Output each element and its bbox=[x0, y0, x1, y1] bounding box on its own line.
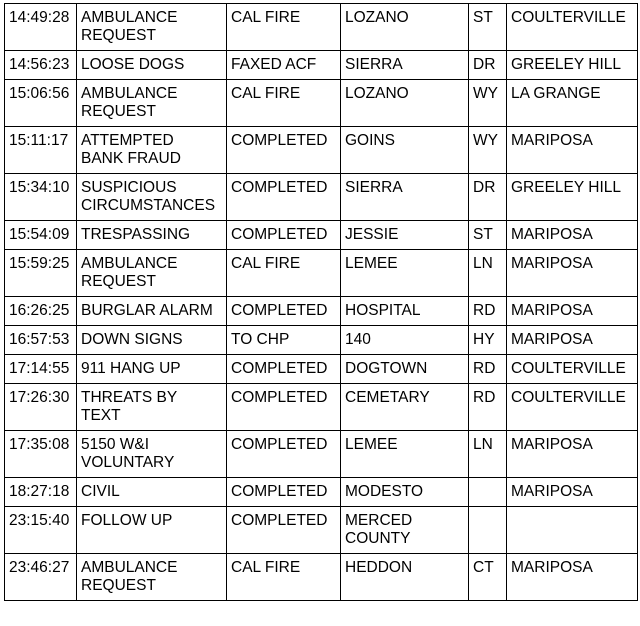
street-line: MERCED bbox=[345, 512, 413, 529]
call-type-line: REQUEST bbox=[81, 103, 156, 120]
street-cell bbox=[341, 297, 469, 326]
call-type-line: LOOSE DOGS bbox=[81, 56, 185, 73]
table-row bbox=[5, 297, 638, 326]
disposition: COMPLETED bbox=[231, 360, 328, 377]
call-type-cell bbox=[77, 478, 227, 507]
disposition: TO CHP bbox=[231, 331, 290, 348]
disposition: FAXED ACF bbox=[231, 56, 317, 73]
city-cell bbox=[507, 478, 638, 507]
street-cell bbox=[341, 51, 469, 80]
table-row bbox=[5, 127, 638, 174]
time-cell bbox=[5, 127, 77, 174]
table-row bbox=[5, 326, 638, 355]
time-cell bbox=[5, 80, 77, 127]
city-cell bbox=[507, 80, 638, 127]
table-row bbox=[5, 250, 638, 297]
street-cell bbox=[341, 174, 469, 221]
street-cell bbox=[341, 554, 469, 601]
street-line: SIERRA bbox=[345, 56, 403, 73]
time-cell bbox=[5, 297, 77, 326]
disposition-cell bbox=[227, 127, 341, 174]
street-line: JESSIE bbox=[345, 226, 399, 243]
call-type-cell bbox=[77, 507, 227, 554]
street-suffix: DR bbox=[473, 179, 496, 196]
street-line: LEMEE bbox=[345, 436, 398, 453]
disposition-cell bbox=[227, 80, 341, 127]
time-cell bbox=[5, 507, 77, 554]
disposition-cell bbox=[227, 478, 341, 507]
call-type-line: REQUEST bbox=[81, 577, 156, 594]
street-line: LOZANO bbox=[345, 85, 409, 102]
street-line: GOINS bbox=[345, 132, 395, 149]
city-cell bbox=[507, 221, 638, 250]
time-cell bbox=[5, 326, 77, 355]
disposition-cell bbox=[227, 554, 341, 601]
time-cell bbox=[5, 51, 77, 80]
disposition-cell bbox=[227, 4, 341, 51]
call-time: 17:35:08 bbox=[9, 436, 70, 453]
call-type-line: 5150 W&I bbox=[81, 436, 150, 453]
street-line: CEMETARY bbox=[345, 389, 430, 406]
time-cell bbox=[5, 554, 77, 601]
call-type-line: BURGLAR ALARM bbox=[81, 302, 213, 319]
table-row bbox=[5, 355, 638, 384]
disposition-cell bbox=[227, 384, 341, 431]
city-cell bbox=[507, 326, 638, 355]
table-row bbox=[5, 80, 638, 127]
street-suffix: RD bbox=[473, 360, 496, 377]
call-time: 23:46:27 bbox=[9, 559, 70, 576]
city: MARIPOSA bbox=[511, 302, 593, 319]
disposition-cell bbox=[227, 174, 341, 221]
city-cell bbox=[507, 384, 638, 431]
city: GREELEY HILL bbox=[511, 56, 621, 73]
disposition: COMPLETED bbox=[231, 132, 328, 149]
call-time: 15:06:56 bbox=[9, 85, 70, 102]
street-cell bbox=[341, 326, 469, 355]
disposition: COMPLETED bbox=[231, 302, 328, 319]
call-type-line: 911 HANG UP bbox=[81, 360, 181, 377]
street-suffix: LN bbox=[473, 436, 493, 453]
city-cell bbox=[507, 297, 638, 326]
disposition-cell bbox=[227, 297, 341, 326]
street-suffix-cell bbox=[469, 127, 507, 174]
city: MARIPOSA bbox=[511, 483, 593, 500]
call-type-cell bbox=[77, 51, 227, 80]
street-suffix-cell bbox=[469, 507, 507, 554]
call-time: 16:26:25 bbox=[9, 302, 70, 319]
street-line: DOGTOWN bbox=[345, 360, 428, 377]
city: MARIPOSA bbox=[511, 255, 593, 272]
disposition: COMPLETED bbox=[231, 436, 328, 453]
call-type-line: SUSPICIOUS bbox=[81, 179, 177, 196]
disposition: CAL FIRE bbox=[231, 559, 301, 576]
disposition: COMPLETED bbox=[231, 512, 328, 529]
call-type-line: AMBULANCE bbox=[81, 559, 178, 576]
call-type-line: THREATS BY bbox=[81, 389, 178, 406]
call-time: 15:59:25 bbox=[9, 255, 70, 272]
city-cell bbox=[507, 174, 638, 221]
street-suffix: WY bbox=[473, 132, 498, 149]
city-cell bbox=[507, 127, 638, 174]
street-cell bbox=[341, 384, 469, 431]
call-log-table bbox=[4, 3, 638, 601]
street-suffix-cell bbox=[469, 221, 507, 250]
time-cell bbox=[5, 478, 77, 507]
street-cell bbox=[341, 478, 469, 507]
street-suffix: DR bbox=[473, 56, 496, 73]
street-suffix-cell bbox=[469, 4, 507, 51]
street-line: LOZANO bbox=[345, 9, 409, 26]
time-cell bbox=[5, 250, 77, 297]
city: MARIPOSA bbox=[511, 331, 593, 348]
call-type-cell bbox=[77, 80, 227, 127]
call-time: 16:57:53 bbox=[9, 331, 70, 348]
street-line: HOSPITAL bbox=[345, 302, 421, 319]
call-type-cell bbox=[77, 221, 227, 250]
disposition: COMPLETED bbox=[231, 483, 328, 500]
street-suffix-cell bbox=[469, 431, 507, 478]
call-type-cell bbox=[77, 127, 227, 174]
street-suffix-cell bbox=[469, 297, 507, 326]
street-line: LEMEE bbox=[345, 255, 398, 272]
disposition-cell bbox=[227, 326, 341, 355]
time-cell bbox=[5, 355, 77, 384]
call-time: 17:26:30 bbox=[9, 389, 70, 406]
call-time: 15:11:17 bbox=[9, 132, 69, 149]
street-suffix-cell bbox=[469, 250, 507, 297]
street-cell bbox=[341, 221, 469, 250]
table-row bbox=[5, 431, 638, 478]
city: MARIPOSA bbox=[511, 436, 593, 453]
disposition-cell bbox=[227, 51, 341, 80]
city: COULTERVILLE bbox=[511, 9, 626, 26]
street-suffix-cell bbox=[469, 51, 507, 80]
street-suffix-cell bbox=[469, 384, 507, 431]
city: MARIPOSA bbox=[511, 226, 593, 243]
call-time: 15:54:09 bbox=[9, 226, 70, 243]
street-suffix: ST bbox=[473, 9, 493, 26]
street-suffix-cell bbox=[469, 554, 507, 601]
time-cell bbox=[5, 431, 77, 478]
street-suffix: WY bbox=[473, 85, 498, 102]
disposition-cell bbox=[227, 355, 341, 384]
call-type-line: REQUEST bbox=[81, 27, 156, 44]
street-suffix: HY bbox=[473, 331, 495, 348]
call-type-cell bbox=[77, 4, 227, 51]
call-type-line: TEXT bbox=[81, 407, 121, 424]
street-suffix-cell bbox=[469, 355, 507, 384]
disposition: COMPLETED bbox=[231, 179, 328, 196]
disposition: COMPLETED bbox=[231, 226, 328, 243]
street-cell bbox=[341, 127, 469, 174]
call-time: 14:56:23 bbox=[9, 56, 70, 73]
street-suffix-cell bbox=[469, 174, 507, 221]
call-type-line: AMBULANCE bbox=[81, 255, 178, 272]
call-type-cell bbox=[77, 174, 227, 221]
disposition: CAL FIRE bbox=[231, 255, 301, 272]
street-cell bbox=[341, 80, 469, 127]
street-line: HEDDON bbox=[345, 559, 413, 576]
call-time: 18:27:18 bbox=[9, 483, 70, 500]
call-type-cell bbox=[77, 250, 227, 297]
call-type-line: REQUEST bbox=[81, 273, 156, 290]
city-cell bbox=[507, 431, 638, 478]
street-suffix: LN bbox=[473, 255, 493, 272]
city-cell bbox=[507, 51, 638, 80]
call-time: 14:49:28 bbox=[9, 9, 70, 26]
street-suffix-cell bbox=[469, 80, 507, 127]
call-type-line: CIRCUMSTANCES bbox=[81, 197, 216, 214]
city: COULTERVILLE bbox=[511, 389, 626, 406]
disposition: COMPLETED bbox=[231, 389, 328, 406]
street-cell bbox=[341, 507, 469, 554]
street-line: SIERRA bbox=[345, 179, 403, 196]
street-cell bbox=[341, 4, 469, 51]
call-type-line: DOWN SIGNS bbox=[81, 331, 183, 348]
call-time: 15:34:10 bbox=[9, 179, 70, 196]
street-line: COUNTY bbox=[345, 530, 411, 547]
table-row bbox=[5, 4, 638, 51]
city-cell bbox=[507, 554, 638, 601]
table-row bbox=[5, 554, 638, 601]
city-cell bbox=[507, 355, 638, 384]
time-cell bbox=[5, 384, 77, 431]
street-suffix: ST bbox=[473, 226, 493, 243]
street-suffix-cell bbox=[469, 478, 507, 507]
disposition-cell bbox=[227, 250, 341, 297]
disposition-cell bbox=[227, 221, 341, 250]
time-cell bbox=[5, 221, 77, 250]
street-suffix: RD bbox=[473, 302, 496, 319]
street-line: 140 bbox=[345, 331, 371, 348]
city-cell bbox=[507, 4, 638, 51]
city: COULTERVILLE bbox=[511, 360, 626, 377]
call-time: 23:15:40 bbox=[9, 512, 70, 529]
street-cell bbox=[341, 355, 469, 384]
call-type-cell bbox=[77, 355, 227, 384]
call-type-cell bbox=[77, 431, 227, 478]
call-type-cell bbox=[77, 384, 227, 431]
city: GREELEY HILL bbox=[511, 179, 621, 196]
call-type-line: ATTEMPTED bbox=[81, 132, 174, 149]
disposition-cell bbox=[227, 431, 341, 478]
call-type-cell bbox=[77, 326, 227, 355]
call-type-line: CIVIL bbox=[81, 483, 120, 500]
table-row bbox=[5, 51, 638, 80]
call-type-line: AMBULANCE bbox=[81, 9, 178, 26]
city: MARIPOSA bbox=[511, 559, 593, 576]
street-cell bbox=[341, 431, 469, 478]
call-type-line: FOLLOW UP bbox=[81, 512, 173, 529]
disposition-cell bbox=[227, 507, 341, 554]
city-cell bbox=[507, 507, 638, 554]
call-type-cell bbox=[77, 554, 227, 601]
call-type-line: TRESPASSING bbox=[81, 226, 191, 243]
street-suffix: CT bbox=[473, 559, 494, 576]
city: MARIPOSA bbox=[511, 132, 593, 149]
time-cell bbox=[5, 4, 77, 51]
street-line: MODESTO bbox=[345, 483, 424, 500]
street-cell bbox=[341, 250, 469, 297]
table-row bbox=[5, 174, 638, 221]
call-type-cell bbox=[77, 297, 227, 326]
table-row bbox=[5, 507, 638, 554]
call-type-line: AMBULANCE bbox=[81, 85, 178, 102]
call-type-line: VOLUNTARY bbox=[81, 454, 175, 471]
disposition: CAL FIRE bbox=[231, 9, 301, 26]
street-suffix: RD bbox=[473, 389, 496, 406]
time-cell bbox=[5, 174, 77, 221]
disposition: CAL FIRE bbox=[231, 85, 301, 102]
street-suffix-cell bbox=[469, 326, 507, 355]
call-time: 17:14:55 bbox=[9, 360, 70, 377]
call-log-body bbox=[5, 4, 638, 601]
call-type-line: BANK FRAUD bbox=[81, 150, 181, 167]
city-cell bbox=[507, 250, 638, 297]
city: LA GRANGE bbox=[511, 85, 601, 102]
table-row bbox=[5, 221, 638, 250]
table-row bbox=[5, 384, 638, 431]
table-row bbox=[5, 478, 638, 507]
